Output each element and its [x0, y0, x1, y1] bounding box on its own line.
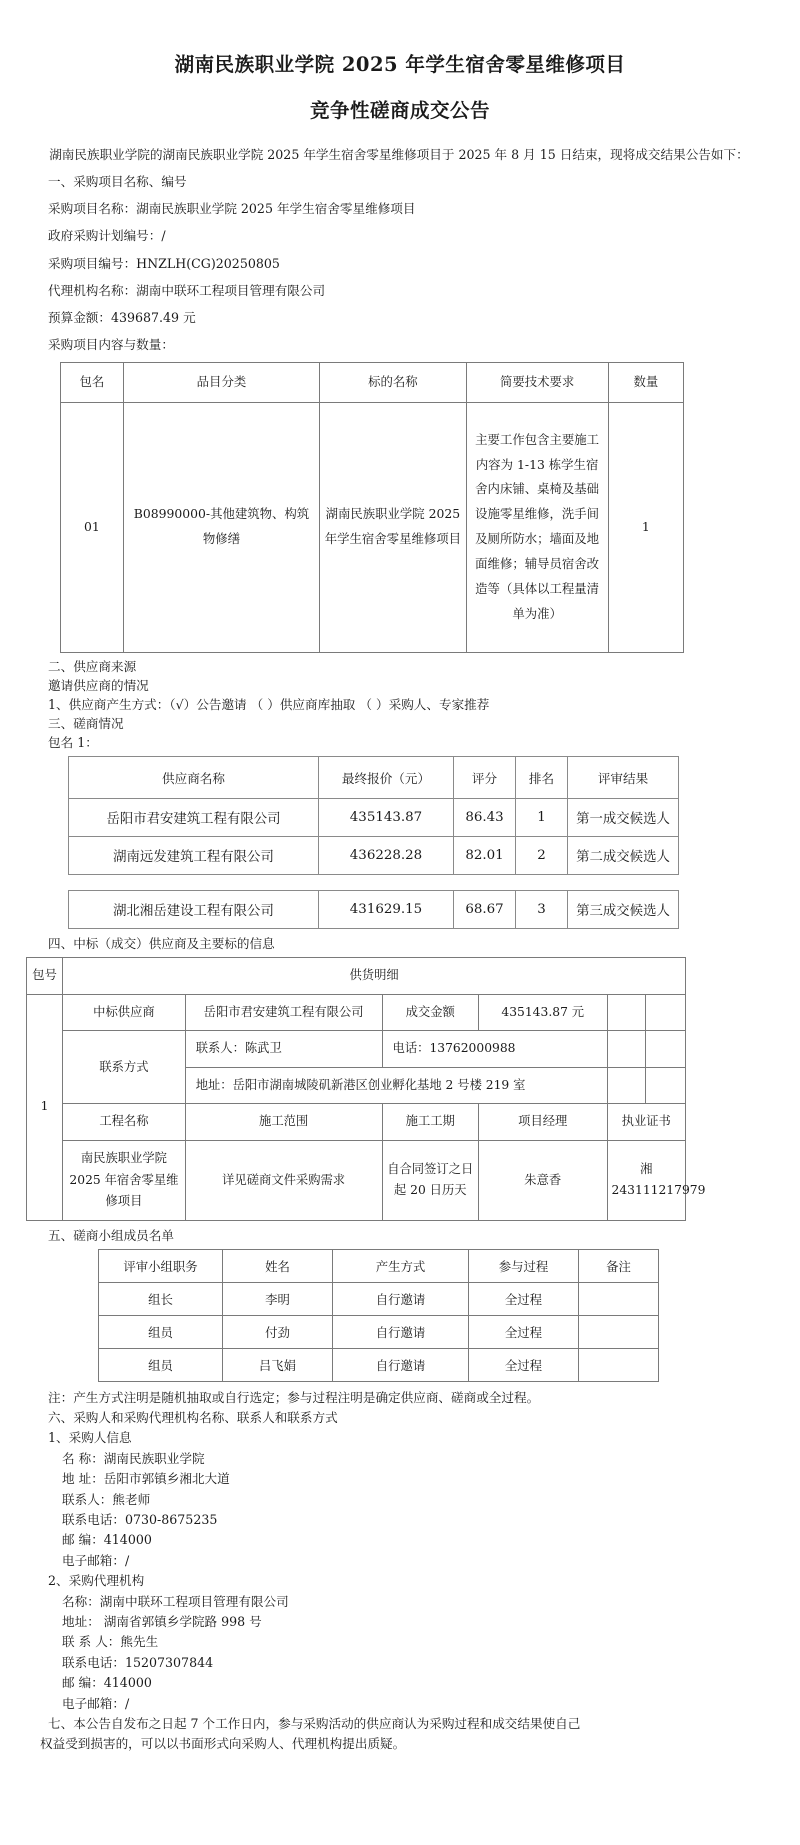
section-2-heading: 二、供应商来源: [48, 658, 137, 674]
purchaser-phone: 联系电话：0730-8675235: [62, 1512, 218, 1528]
column-header-final-price: 最终报价（元）: [319, 757, 454, 799]
table-row: [61, 402, 684, 652]
cell-blank-e: [607, 1067, 645, 1104]
page-title: 湖南民族职业学院 2025 年学生宿舍零星维修项目: [174, 53, 626, 76]
cell-contact-label: 联系方式: [63, 1031, 186, 1104]
agency-zip: 邮 编：414000: [62, 1675, 152, 1691]
section-6-heading: 六、采购人和采购代理机构名称、联系人和联系方式: [48, 1410, 338, 1426]
page-subtitle: 竞争性磋商成交公告: [309, 99, 490, 123]
column-header-supplier: 供应商名称: [69, 757, 319, 799]
cell-result: 第三成交候选人: [568, 891, 679, 929]
cell-contact-address: 地址：岳阳市湖南城陵矶新港区创业孵化基地 2 号楼 219 室: [185, 1067, 607, 1104]
agency-phone: 联系电话：15207307844: [62, 1654, 214, 1670]
column-header-remark: 备注: [579, 1249, 659, 1282]
table-header-row: [27, 1104, 686, 1141]
cell-final-price: 436228.28: [319, 837, 454, 875]
supplier-source-line: 1、供应商产生方式：（√）公告邀请 （ ）供应商库抽取 （ ）采购人、专家推荐: [48, 696, 490, 712]
intro-paragraph: 湖南民族职业学院的湖南民族职业学院 2025 年学生宿舍零星维修项目于 2025 年 8 月 15 日结束，现将成交结果公告如下：: [49, 147, 749, 163]
committee-note: 注：产生方式注明是随机抽取或自行选定；参与过程注明是确定供应商、磋商或全过程。: [48, 1389, 540, 1405]
cell-tech-requirement: 主要工作包含主要施工内容为 1-13 栋学生宿舍内床铺、桌椅及基础设施零星维修，洗手间及厕所防水；墙面及地面维修；辅导员宿舍改造等（具体以工程量清单为准）: [466, 402, 608, 652]
cell-result: 第一成交候选人: [568, 799, 679, 837]
cell-quantity: 1: [608, 402, 683, 652]
cell-scope: 详见磋商文件采购需求: [185, 1140, 382, 1220]
column-header-subject: 标的名称: [320, 362, 466, 402]
table-gap-spacer: [0, 875, 800, 886]
table-row: [27, 994, 686, 1031]
cell-blank-d: [645, 1031, 685, 1068]
purchaser-email: 电子邮箱：/: [62, 1552, 130, 1568]
agency-name-line: 代理机构名称：湖南中联环工程项目管理有限公司: [48, 282, 326, 298]
column-header-scope: 施工范围: [185, 1104, 382, 1141]
table-row: [69, 891, 679, 929]
cell-amount-label: 成交金额: [382, 994, 478, 1031]
column-header-name: 姓名: [223, 1249, 333, 1282]
cell-score: 86.43: [454, 799, 516, 837]
cell-category: B08990000-其他建筑物、构筑物修缮: [123, 402, 320, 652]
cell-manager: 朱意香: [478, 1140, 607, 1220]
table-row: [99, 1348, 659, 1381]
project-number-line: 采购项目编号：HNZLH(CG)20250805: [48, 255, 280, 271]
table-header-row: [69, 757, 679, 799]
column-header-package-no: 包号: [27, 958, 63, 995]
cell-duration: 自合同签订之日起 20 日历天: [382, 1140, 478, 1220]
cell-supplier-name: 湖南远发建筑工程有限公司: [69, 837, 319, 875]
plan-number-line: 政府采购计划编号：/: [48, 228, 166, 244]
cell-winner-label: 中标供应商: [63, 994, 186, 1031]
cell-role: 组员: [99, 1348, 223, 1381]
cell-contact-phone: 电话：13762000988: [382, 1031, 607, 1068]
cell-result: 第二成交候选人: [568, 837, 679, 875]
column-header-method: 产生方式: [333, 1249, 469, 1282]
cell-remark: [579, 1348, 659, 1381]
table-header-row: [27, 958, 686, 995]
section-3-heading: 三、磋商情况: [48, 715, 124, 731]
cell-amount-value: 435143.87 元: [478, 994, 607, 1031]
table-row: [99, 1282, 659, 1315]
column-header-project-name: 工程名称: [63, 1104, 186, 1141]
cell-blank-a: [607, 994, 645, 1031]
cell-contact-person: 联系人：陈武卫: [185, 1031, 382, 1068]
evaluation-committee-table: [98, 1249, 659, 1382]
cell-final-price: 435143.87: [319, 799, 454, 837]
section-2-subheading: 邀请供应商的情况: [48, 677, 149, 693]
column-header-score: 评分: [454, 757, 516, 799]
table-row: [69, 799, 679, 837]
cell-supplier-name: 湖北湘岳建设工程有限公司: [69, 891, 319, 929]
cell-final-price: 431629.15: [319, 891, 454, 929]
cell-remark: [579, 1315, 659, 1348]
cell-subject-name: 湖南民族职业学院 2025 年学生宿舍零星维修项目: [320, 402, 466, 652]
column-header-rank: 排名: [516, 757, 568, 799]
cell-rank: 3: [516, 891, 568, 929]
purchaser-heading: 1、采购人信息: [48, 1430, 132, 1446]
agency-heading: 2、采购代理机构: [48, 1573, 145, 1589]
column-header-result: 评审结果: [568, 757, 679, 799]
cell-role: 组长: [99, 1282, 223, 1315]
agency-contact: 联 系 人：熊先生: [62, 1634, 159, 1650]
section-5-heading: 五、磋商小组成员名单: [48, 1227, 174, 1243]
section-7-line-2: 权益受到损害的，可以以书面形式向采购人、代理机构提出质疑。: [40, 1736, 406, 1752]
cell-member-name: 付劲: [223, 1315, 333, 1348]
column-header-package: 包名: [61, 362, 124, 402]
column-header-supply-detail: 供货明细: [63, 958, 686, 995]
table-header-row: [61, 362, 684, 402]
award-details-table: [26, 957, 706, 1220]
agency-address: 地址： 湖南省郭镇乡学院路 998 号: [62, 1613, 262, 1629]
cell-score: 82.01: [454, 837, 516, 875]
cell-license: 湘 243111217979: [607, 1140, 685, 1220]
section-1-heading: 一、采购项目名称、编号: [48, 174, 187, 190]
bid-evaluation-table: [68, 756, 679, 875]
cell-rank: 2: [516, 837, 568, 875]
cell-supplier-name: 岳阳市君安建筑工程有限公司: [69, 799, 319, 837]
cell-blank-b: [645, 994, 685, 1031]
cell-member-name: 李明: [223, 1282, 333, 1315]
cell-package-no: 01: [61, 402, 124, 652]
agency-email: 电子邮箱：/: [62, 1695, 130, 1711]
procurement-items-table: [60, 362, 684, 653]
budget-amount-line: 预算金额：439687.49 元: [48, 309, 196, 325]
cell-blank-f: [645, 1067, 685, 1104]
cell-method: 自行邀请: [333, 1282, 469, 1315]
table-row: [27, 1031, 686, 1068]
cell-method: 自行邀请: [333, 1315, 469, 1348]
agency-name: 名称：湖南中联环工程项目管理有限公司: [62, 1593, 289, 1609]
table-row: [69, 837, 679, 875]
purchaser-address: 地 址：岳阳市郭镇乡湘北大道: [62, 1471, 230, 1487]
cell-member-name: 吕飞娟: [223, 1348, 333, 1381]
table-row: [27, 1140, 686, 1220]
package-label: 包名 1：: [48, 735, 98, 751]
column-header-category: 品目分类: [123, 362, 320, 402]
column-header-quantity: 数量: [608, 362, 683, 402]
column-header-license: 执业证书: [607, 1104, 685, 1141]
cell-rank: 1: [516, 799, 568, 837]
column-header-process: 参与过程: [469, 1249, 579, 1282]
cell-process: 全过程: [469, 1348, 579, 1381]
table-row: [99, 1315, 659, 1348]
cell-remark: [579, 1282, 659, 1315]
project-name-line: 采购项目名称：湖南民族职业学院 2025 年学生宿舍零星维修项目: [48, 201, 416, 217]
cell-process: 全过程: [469, 1315, 579, 1348]
cell-package-no: 1: [27, 994, 63, 1220]
section-7-line-1: 七、本公告自发布之日起 7 个工作日内，参与采购活动的供应商认为采购过程和成交结果使自己: [48, 1715, 581, 1731]
purchaser-contact: 联系人：熊老师: [62, 1491, 151, 1507]
bid-evaluation-table-third: [68, 890, 679, 929]
cell-winner-name: 岳阳市君安建筑工程有限公司: [185, 994, 382, 1031]
column-header-manager: 项目经理: [478, 1104, 607, 1141]
cell-process: 全过程: [469, 1282, 579, 1315]
column-header-role: 评审小组职务: [99, 1249, 223, 1282]
section-4-heading: 四、中标（成交）供应商及主要标的信息: [48, 936, 275, 952]
cell-role: 组员: [99, 1315, 223, 1348]
cell-score: 68.67: [454, 891, 516, 929]
content-quantity-label: 采购项目内容与数量：: [48, 336, 174, 352]
purchaser-zip: 邮 编：414000: [62, 1532, 152, 1548]
cell-project-name: 南民族职业学院 2025 年宿舍零星维修项目: [63, 1140, 186, 1220]
purchaser-name: 名 称：湖南民族职业学院: [62, 1450, 205, 1466]
column-header-duration: 施工工期: [382, 1104, 478, 1141]
table-header-row: [99, 1249, 659, 1282]
cell-method: 自行邀请: [333, 1348, 469, 1381]
cell-blank-c: [607, 1031, 645, 1068]
column-header-requirement: 简要技术要求: [466, 362, 608, 402]
